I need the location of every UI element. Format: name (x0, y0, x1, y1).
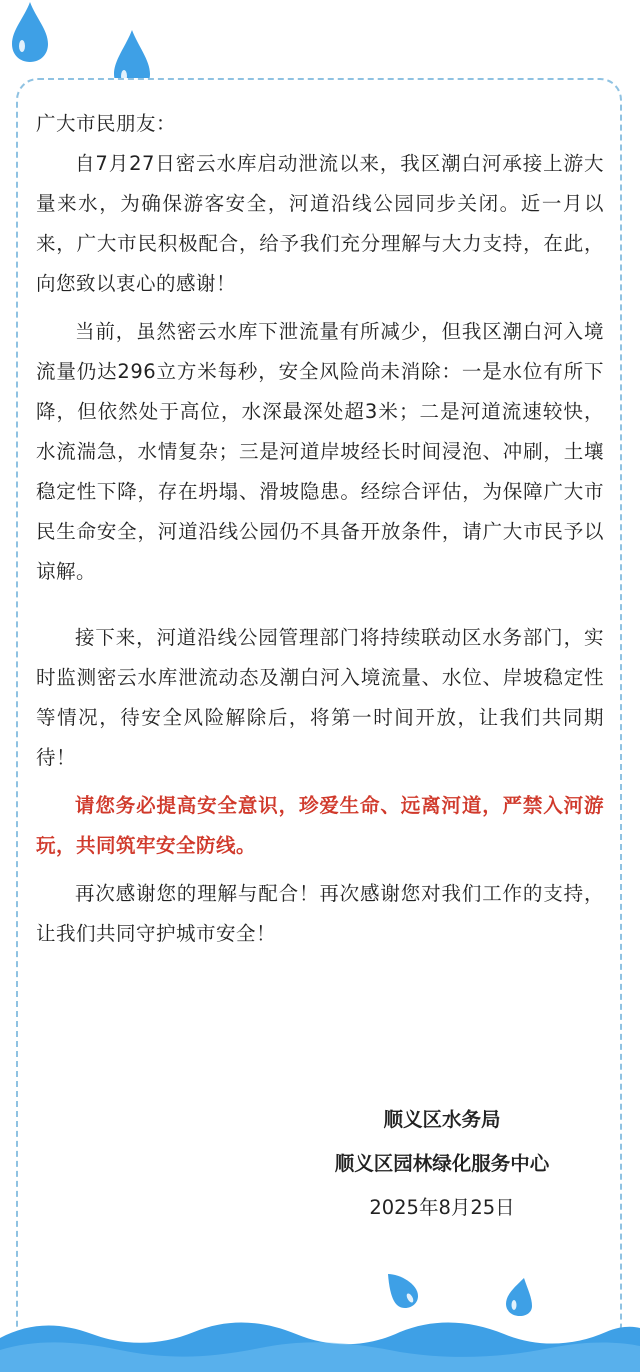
signature-org-greening-center: 顺义区园林绿化服务中心 (334, 1152, 550, 1175)
paragraph-closure: 自7月27日密云水库启动泄流以来，我区潮白河承接上游大量来水，为确保游客安全，河道沿线公园同步关闭。近一月以来，广大市民积极配合，给予我们充分理解与大力支持，在此，向您致以衷心的感谢！ (36, 152, 604, 295)
paragraph-safety-warning: 请您务必提高安全意识，珍爱生命、远离河道，严禁入河游玩，共同筑牢安全防线。 (36, 794, 604, 857)
letter-body (16, 104, 622, 962)
water-wave-decoration (0, 1312, 640, 1372)
water-drop-icon (10, 0, 50, 64)
salutation: 广大市民朋友： (36, 112, 177, 135)
paragraph-risk: 当前，虽然密云水库下泄流量有所减少，但我区潮白河入境流量仍达296立方米每秒，安全风险尚未消除：一是水位有所下降，但依然处于高位，水深最深处超3米；二是河道流速较快，水流湍急，水情复杂；三是河道岸坡经长时间浸泡、冲刷，土壤稳定性下降，存在坍塌、滑坡隐患。经综合评估，为保障广大市民生命安全，河道沿线公园仍不具备开放条件，请广大市民予以谅解。 (36, 320, 604, 583)
paragraph-next-steps: 接下来，河道沿线公园管理部门将持续联动区水务部门，实时监测密云水库泄流动态及潮白河入境流量、水位、岸坡稳定性等情况，待安全风险解除后，将第一时间开放，让我们共同期待！ (36, 626, 604, 769)
water-drop-icon (382, 1270, 422, 1310)
paragraph-thanks: 再次感谢您的理解与配合！再次感谢您对我们工作的支持，让我们共同守护城市安全！ (36, 882, 604, 945)
signature-org-water-bureau: 顺义区水务局 (383, 1108, 501, 1131)
signature-date: 2025年8月25日 (369, 1196, 515, 1219)
signature-block (282, 1098, 602, 1230)
